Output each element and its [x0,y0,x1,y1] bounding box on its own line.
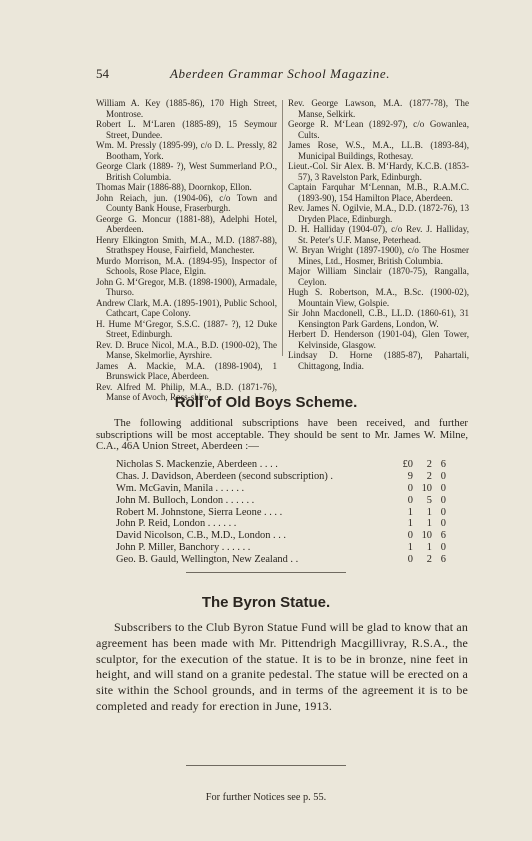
amount-pence: 6 [440,530,446,542]
address-entry: H. Hume M‘Gregor, S.S.C. (1887- ?), 12 Duke Street, Edinburgh. [96,318,277,339]
address-entry: Robert L. M‘Laren (1885-89), 15 Seymour Street, Dundee. [96,119,277,140]
address-entry: Murdo Morrison, M.A. (1894-95), Inspector of Schools, Rose Place, Elgin. [96,255,277,276]
subscription-row [116,554,446,566]
amount-pence: 0 [440,518,446,530]
amount-pounds: 0 [407,494,413,506]
subscription-row [116,459,446,471]
address-entry: William A. Key (1885-86), 170 High Street, Montrose. [96,98,277,119]
address-entry: Rev. James N. Ogilvie, M.A., D.D. (1872-76), 13 Dryden Place, Edinburgh. [288,203,469,224]
subscriber-name: Wm. McGavin, Manila . . . . . . [116,482,245,494]
amount-pounds: 9 [407,470,413,482]
subscription-row [116,530,446,542]
address-entry: George Clark (1889- ?), West Summerland P.O., British Columbia. [96,161,277,182]
address-column-left [96,98,277,403]
address-entry: Andrew Clark, M.A. (1895-1901), Public School, Cathcart, Cape Colony. [96,297,277,318]
amount-shillings: 2 [426,554,432,566]
subscription-row [116,471,446,483]
address-entry: James A. Mackie, M.A. (1898-1904), 1 Brunswick Place, Aberdeen. [96,360,277,381]
subscription-row [116,507,446,519]
amount-shillings: 1 [426,542,432,554]
amount-pence: 0 [440,494,446,506]
address-entry: Henry Elkington Smith, M.A., M.D. (1887-88), Strathspey House, Fairfield, Manchester. [96,234,277,255]
address-entry: Rev. D. Bruce Nicol, M.A., B.D. (1900-02), The Manse, Skelmorlie, Ayrshire. [96,339,277,360]
amount-shillings: 10 [421,530,432,542]
subscription-list [116,459,446,566]
byron-body: Subscribers to the Club Byron Statue Fund will be glad to know that an agreement has been made with Mr. Pittendrigh Macgillivray, R.S.A., the sculptor, for the execution of the statue. It is to be in bronze, nine feet in height, and will stand on a granite pedestal. The statue will be erected on a site within the School grounds, and in terms of the agreement it is to be completed and ready for erection in June, 1913. [96,620,468,713]
subscriber-name: John P. Miller, Banchory . . . . . . [116,542,251,554]
subscription-row [116,518,446,530]
address-entry: W. Bryan Wright (1897-1900), c/o The Hosmer Mines, Ltd., Hosmer, British Columbia. [288,245,469,266]
subscription-row [116,483,446,495]
subscriber-name: Chas. J. Davidson, Aberdeen (second subscription) . [116,470,334,482]
amount-shillings: 10 [421,482,432,494]
byron-heading: The Byron Statue. [201,594,331,611]
subscriber-name: John M. Bulloch, London . . . . . . [116,494,255,506]
page-header [96,66,464,84]
subscriber-name: Nicholas S. Mackenzie, Aberdeen . . . . [116,459,278,470]
subscriber-name: Robert M. Johnstone, Sierra Leone . . . . [116,506,283,518]
amount-pounds: £0 [402,459,413,470]
amount-pence: 6 [440,459,446,470]
amount-pence: 0 [440,542,446,554]
subscription-row [116,542,446,554]
address-entry: Wm. M. Pressly (1895-99), c/o D. L. Pressly, 82 Bootham, York. [96,140,277,161]
address-entry: George R. M‘Lean (1892-97), c/o Gowanlea, Cults. [288,119,469,140]
amount-pounds: 0 [407,554,413,566]
subscription-row [116,495,446,507]
roll-intro: The following additional subscriptions have been received, and further subscriptions will be most acceptable. They should be sent to Mr. James W. Milne, C.A., 46A Union Street, Aberdeen :— [96,417,468,453]
amount-shillings: 1 [426,518,432,530]
address-entry: John G. M‘Gregor, M.B. (1898-1900), Armadale, Thurso. [96,276,277,297]
address-entry: Herbert D. Henderson (1901-04), Glen Tower, Kelvinside, Glasgow. [288,329,469,350]
amount-pence: 6 [440,554,446,566]
address-entry: John Reiach, jun. (1904-06), c/o Town and County Bank House, Fraserburgh. [96,192,277,213]
subscriber-name: David Nicolson, C.B., M.D., London . . . [116,530,286,542]
address-entry: D. H. Halliday (1904-07), c/o Rev. J. Halliday, St. Peter's U.F. Manse, Peterhead. [288,224,469,245]
amount-shillings: 1 [426,506,432,518]
amount-pounds: 1 [407,542,413,554]
amount-pounds: 1 [407,518,413,530]
amount-pounds: 0 [407,482,413,494]
roll-heading: Roll of Old Boys Scheme. [174,394,358,411]
amount-shillings: 2 [426,459,432,470]
amount-pounds: 0 [407,530,413,542]
address-entry: Thomas Mair (1886-88), Doornkop, Ellon. [96,182,252,192]
address-entry: Sir John Macdonell, C.B., LL.D. (1860-61), 31 Kensington Park Gardens, London, W. [288,308,469,329]
address-entry: Rev. Alfred M. Philip, M.A., B.D. (1871-76), Manse of Avoch, Ross-shire. [96,381,277,402]
address-entry: Lieut.-Col. Sir Alex. B. M‘Hardy, K.C.B. (1853-57), 3 Ravelston Park, Edinburgh. [288,161,469,182]
address-entry: James Rose, W.S., M.A., LL.B. (1893-84), Municipal Buildings, Rothesay. [288,140,469,161]
amount-shillings: 5 [426,494,432,506]
section-divider [186,572,346,573]
footer-note: For further Notices see p. 55. [205,792,327,803]
subscriber-name: John P. Reid, London . . . . . . [116,518,237,530]
amount-pence: 0 [440,506,446,518]
footer-divider [186,765,346,766]
running-title: Aberdeen Grammar School Magazine. [170,66,391,81]
address-entry: Major William Sinclair (1870-75), Rangalla, Ceylon. [288,266,469,287]
page-number: 54 [96,66,109,81]
address-entry: Lindsay D. Horne (1885-87), Pahartali, Chittagong, India. [288,350,469,371]
column-divider [282,100,283,356]
amount-shillings: 2 [426,470,432,482]
amount-pence: 0 [440,482,446,494]
amount-pounds: 1 [407,506,413,518]
address-list [96,98,470,402]
address-entry: George G. Moncur (1881-88), Adelphi Hotel, Aberdeen. [96,213,277,234]
address-entry: Hugh S. Robertson, M.A., B.Sc. (1900-02), Mountain View, Golspie. [288,287,469,308]
address-entry: Captain Farquhar M‘Lennan, M.B., R.A.M.C. (1893-90), 154 Hamilton Place, Aberdeen. [288,182,469,203]
address-column-right [288,98,469,371]
amount-pence: 0 [440,470,446,482]
subscriber-name: Geo. B. Gauld, Wellington, New Zealand . . [116,554,299,566]
address-entry: Rev. George Lawson, M.A. (1877-78), The Manse, Selkirk. [288,98,469,119]
